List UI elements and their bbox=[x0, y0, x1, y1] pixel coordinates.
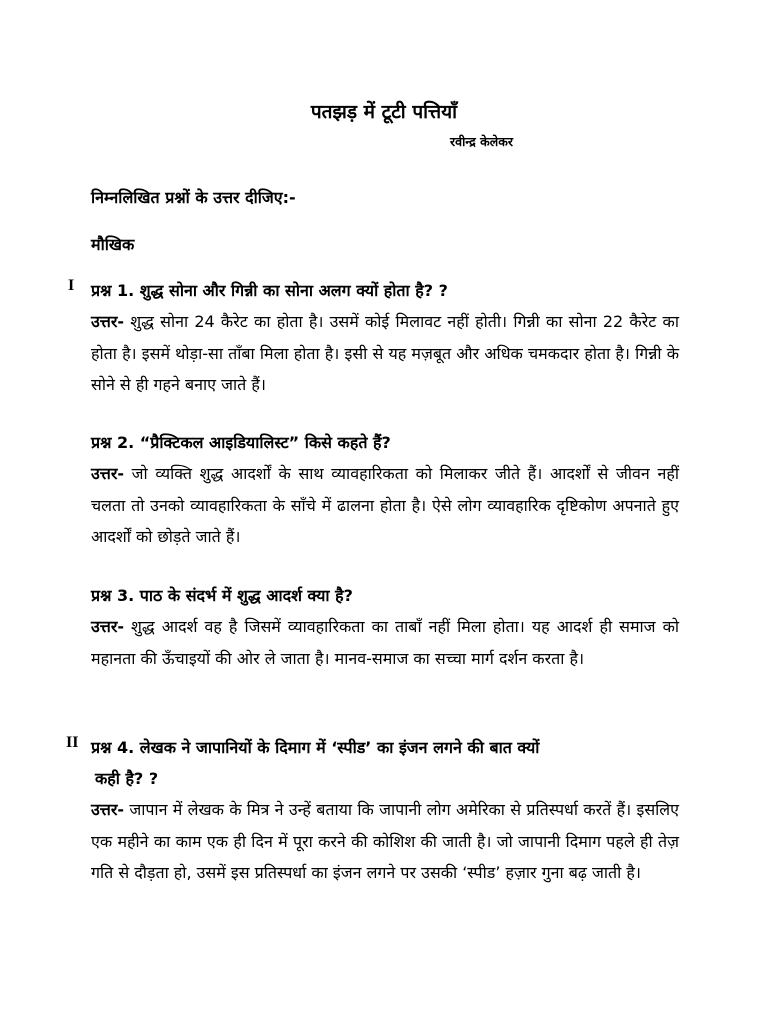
instructions-heading: निम्नलिखित प्रश्नों के उत्तर दीजिए:- bbox=[91, 188, 296, 207]
question-text: प्रश्न 3. पाठ के संदर्भ में शुद्ध आदर्श क्या है? bbox=[91, 586, 353, 605]
question-text: प्रश्न 2. “प्रैक्टिकल आइडियालिस्ट” किसे कहते हैं? bbox=[91, 433, 391, 452]
answer-text bbox=[91, 306, 679, 401]
question-line-2: कही है? ? bbox=[95, 769, 159, 788]
answer-body: जापान में लेखक के मित्र ने उन्हें बताया कि जापानी लोग अमेरिका से प्रतिस्पर्धा करतें हैं। इसलिए एक महीने का काम एक ही दिन में पूरा करने की कोशिश की जाती है। जो जापानी दिमाग पहले ही तेज़ गति से दौड़ता हो, उसमें इस प्रतिस्पर्धा का इंजन लगने पर उसकी ‘स्पीड’ हज़ार गुना बढ़ जाती है। bbox=[91, 800, 679, 882]
answer-label: उत्तर- bbox=[91, 800, 125, 819]
answer-label: उत्तर- bbox=[91, 617, 125, 636]
qa-block-1 bbox=[0, 275, 768, 401]
section-label-oral: मौखिक bbox=[91, 235, 135, 254]
qa-block-2 bbox=[0, 427, 768, 553]
answer-label: उत्तर- bbox=[91, 464, 125, 483]
answer-body: शुद्ध आदर्श वह है जिसमें व्यावहारिकता का ताबाँ नहीं मिला होता। यह आदर्श ही समाज को महानता की ऊँचाइयों की ओर ले जाता है। मानव-समाज का सच्चा मार्ग दर्शन करता है। bbox=[91, 617, 679, 668]
answer-label: उत्तर- bbox=[91, 312, 125, 331]
qa-block-4 bbox=[0, 732, 768, 889]
question-text bbox=[91, 732, 681, 794]
answer-text bbox=[91, 611, 679, 674]
answer-body: जो व्यक्ति शुद्ध आदर्शों के साथ व्यावहारिकता को मिलाकर जीते हैं। आदर्शों से जीवन नहीं चलता तो उनको व्यावहारिकता के साँचे में ढालना होता है। ऐसे लोग व्यावहारिक दृष्टिकोण अपनाते हुए आदर्शों को छोड़ते जाते हैं। bbox=[91, 464, 679, 546]
roman-numeral: II bbox=[66, 734, 79, 751]
page-title: पतझड़ में टूटी पत्तियाँ bbox=[310, 101, 458, 123]
answer-text bbox=[91, 458, 679, 553]
answer-text bbox=[91, 794, 679, 889]
roman-numeral: I bbox=[68, 277, 75, 294]
author-name: रवीन्द्र केलेकर bbox=[450, 134, 513, 149]
answer-body: शुद्ध सोना 24 कैरेट का होता है। उसमें कोई मिलावट नहीं होती। गिन्नी का सोना 22 कैरेट का होता है। इसमें थोड़ा-सा ताँबा मिला होता है। इसी से यह मज़बूत और अधिक चमकदार होता है। गिन्नी के सोने से ही गहने बनाए जाते हैं। bbox=[91, 312, 679, 394]
qa-block-3 bbox=[0, 580, 768, 674]
question-line-1: प्रश्न 4. लेखक ने जापानियों के दिमाग में ‘स्पीड’ का इंजन लगने की बात क्यों bbox=[91, 738, 540, 757]
question-text: प्रश्न 1. शुद्ध सोना और गिन्नी का सोना अलग क्यों होता है? ? bbox=[91, 281, 448, 300]
